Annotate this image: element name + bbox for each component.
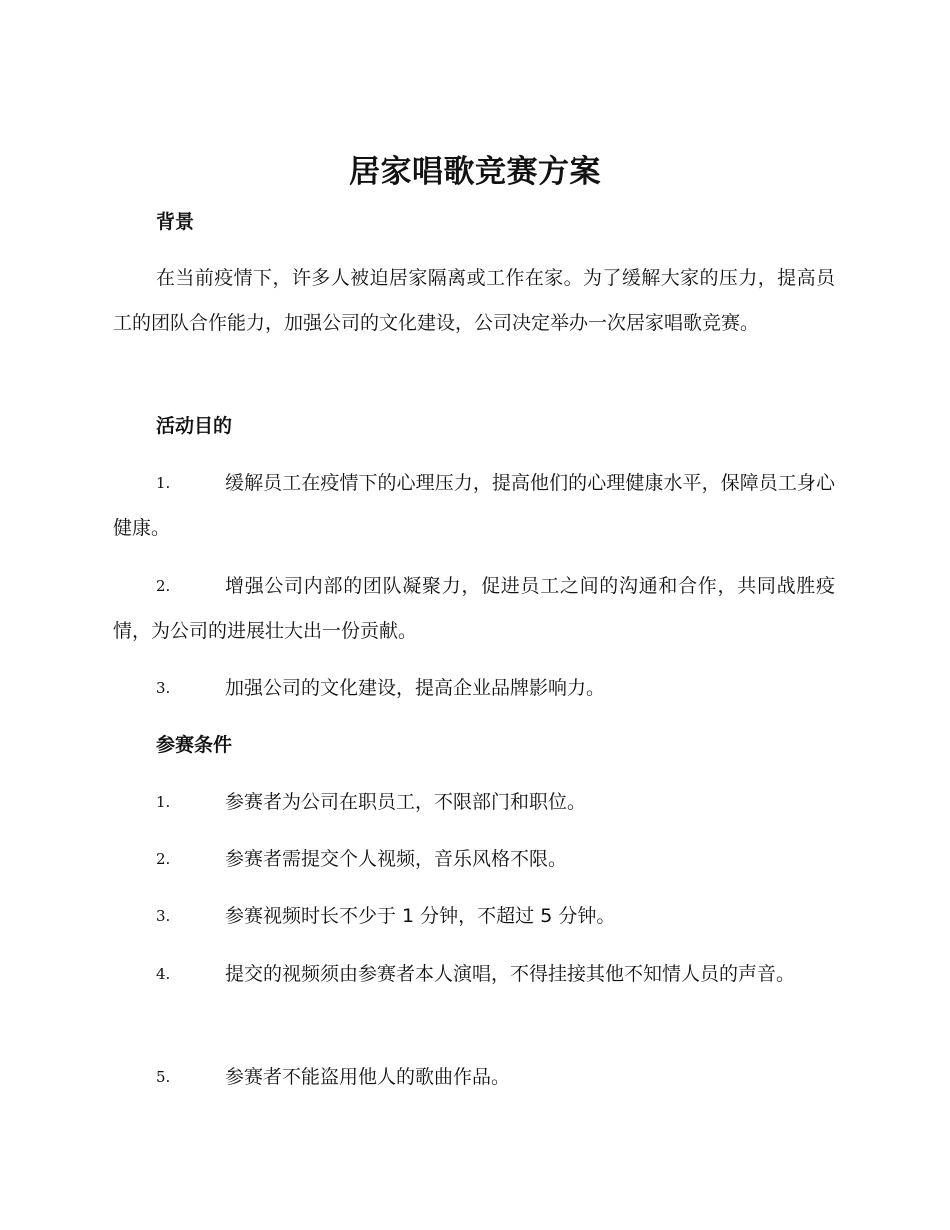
list-text: 加强公司的文化建设，提高企业品牌影响力。 [225, 677, 606, 699]
list-text: 参赛者为公司在职员工，不限部门和职位。 [225, 791, 587, 813]
document-title: 居家唱歌竞赛方案 [349, 154, 601, 190]
list-text: 参赛视频时长不少于 1 分钟，不超过 5 分钟。 [225, 905, 616, 927]
list-text: 参赛者需提交个人视频，音乐风格不限。 [225, 848, 568, 870]
list-item [113, 461, 835, 551]
list-text: 增强公司内部的团队凝聚力，促进员工之间的沟通和合作，共同战胜疫情，为公司的进展壮大出一份贡献。 [113, 575, 835, 642]
list-item [113, 837, 835, 882]
section-heading-background: 背景 [156, 211, 195, 233]
list-item [113, 780, 835, 825]
list-text: 提交的视频须由参赛者本人演唱，不得挂接其他不知情人员的声音。 [225, 963, 796, 985]
list-number: 4. [156, 965, 171, 983]
list-number: 1. [156, 793, 171, 811]
section-heading-purpose: 活动目的 [156, 415, 233, 437]
list-number: 3. [156, 907, 171, 925]
list-item [113, 894, 835, 939]
list-item [113, 666, 835, 711]
list-number: 2. [156, 577, 171, 595]
list-item [113, 952, 835, 997]
list-text: 参赛者不能盗用他人的歌曲作品。 [225, 1066, 511, 1088]
list-number: 3. [156, 679, 171, 697]
list-text: 缓解员工在疫情下的心理压力，提高他们的心理健康水平，保障员工身心健康。 [113, 472, 835, 539]
list-number: 2. [156, 850, 171, 868]
list-item [113, 1055, 835, 1100]
background-paragraph: 在当前疫情下，许多人被迫居家隔离或工作在家。为了缓解大家的压力，提高员工的团队合作能力，加强公司的文化建设，公司决定举办一次居家唱歌竞赛。 [113, 267, 835, 334]
list-number: 5. [156, 1068, 171, 1086]
section-heading-requirements: 参赛条件 [156, 734, 233, 756]
list-number: 1. [156, 474, 171, 492]
list-item [113, 564, 835, 654]
